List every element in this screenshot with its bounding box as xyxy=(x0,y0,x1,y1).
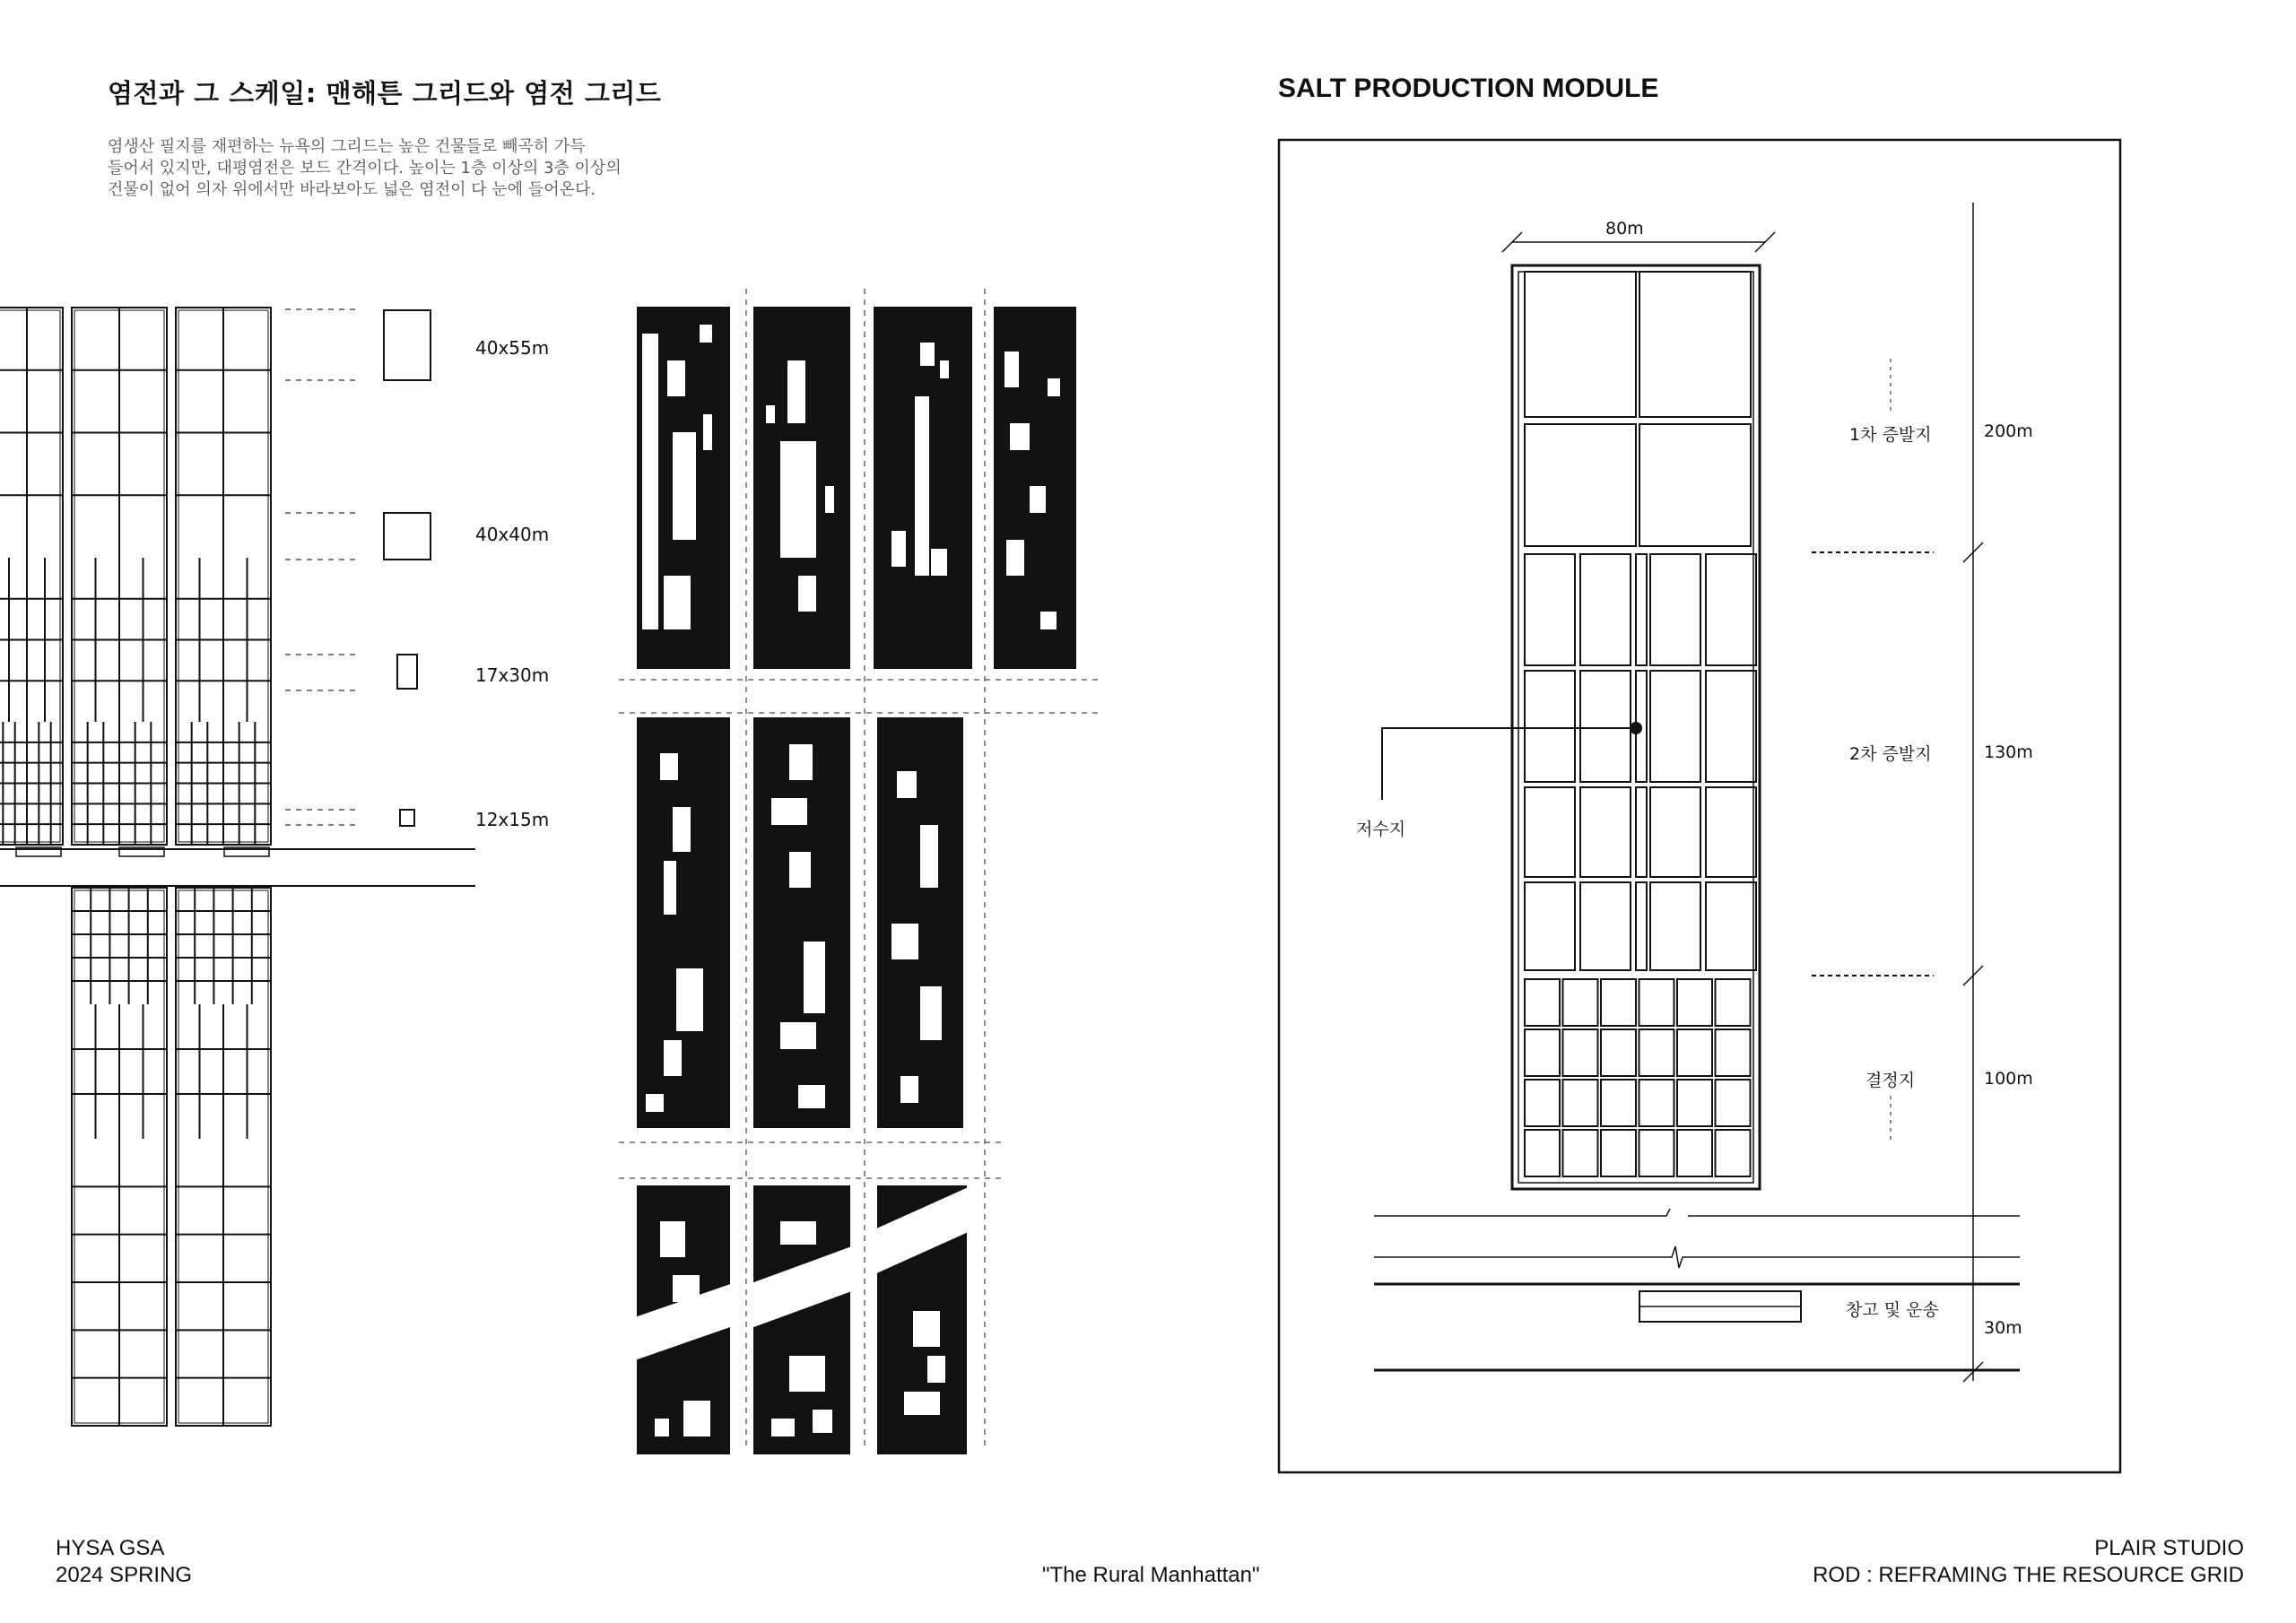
pond-cell xyxy=(1525,1130,1560,1176)
pond-cell xyxy=(1650,671,1700,782)
pond-cell xyxy=(1525,554,1575,665)
zone-name: 결정지 xyxy=(1866,1071,1916,1090)
module-width-dimension xyxy=(1502,232,1775,252)
storage-label: 창고 및 운송 xyxy=(1846,1300,1939,1320)
pond-cell xyxy=(1601,1130,1636,1176)
pond-cell xyxy=(1601,1080,1636,1126)
plot-size-label: 17x30m xyxy=(475,664,550,686)
building-block xyxy=(877,717,963,1128)
channel-lines xyxy=(1374,1209,2020,1370)
pond-cell xyxy=(1639,979,1674,1026)
footer-project: "The Rural Manhattan" xyxy=(1042,1563,1260,1587)
reservoir-label: 저수지 xyxy=(1356,820,1406,839)
pond-cell xyxy=(1601,1029,1636,1076)
pond-cell xyxy=(1525,671,1575,782)
zone-name: 1차 증발지 xyxy=(1849,425,1932,445)
zone-length: 200m xyxy=(1984,421,2033,441)
storage-building xyxy=(1639,1291,1801,1322)
figure-ground-blocks xyxy=(632,307,1076,1454)
zone-name: 2차 증발지 xyxy=(1849,744,1932,764)
description-line: 염생산 필지를 재편하는 뉴욕의 그리드는 높은 건물들로 빼곡히 가득 xyxy=(108,137,586,156)
pond-cell xyxy=(1677,1080,1712,1126)
pond-cell xyxy=(1525,979,1560,1026)
footer-term: 2024 SPRING xyxy=(56,1563,193,1587)
pond-cell xyxy=(1639,1029,1674,1076)
plot-size-label: 40x55m xyxy=(475,337,550,359)
pond-cell xyxy=(1563,979,1598,1026)
right-panel-title: SALT PRODUCTION MODULE xyxy=(1278,74,1659,103)
plot-sample xyxy=(397,655,417,689)
pond-cell xyxy=(1639,272,1751,417)
pond-cell xyxy=(1706,787,1756,877)
pond-cell xyxy=(1525,272,1636,417)
pond-cell xyxy=(1677,1130,1712,1176)
description-line: 들어서 있지만, 대평염전은 보드 간격이다. 높이는 1층 이상의 3층 이상의 xyxy=(108,159,622,178)
pond-cell xyxy=(1525,1029,1560,1076)
pond-cell xyxy=(1677,1029,1712,1076)
description-line: 건물이 없어 의자 위에서만 바라보아도 넓은 염전이 다 눈에 들어온다. xyxy=(108,180,596,199)
plot-guide-lines xyxy=(285,309,359,825)
pond-cell xyxy=(1716,1080,1751,1126)
zone-length: 130m xyxy=(1984,742,2033,762)
plot-sample xyxy=(400,810,414,826)
pond-cell xyxy=(1636,787,1647,877)
pond-cell xyxy=(1580,554,1631,665)
pond-cell xyxy=(1636,882,1647,970)
pond-cell xyxy=(1580,882,1631,970)
pond-cell xyxy=(1650,554,1700,665)
footer-school: HYSA GSA xyxy=(56,1536,165,1560)
pond-cell xyxy=(1716,1029,1751,1076)
pond-cell xyxy=(1525,787,1575,877)
footer-studio: PLAIR STUDIO xyxy=(2094,1536,2244,1560)
pond-cell xyxy=(1650,882,1700,970)
plot-size-label: 40x40m xyxy=(475,524,550,545)
pond-cell xyxy=(1563,1130,1598,1176)
storage-length: 30m xyxy=(1984,1318,2022,1338)
zone-dividers xyxy=(1812,552,1934,976)
pond-cell xyxy=(1601,979,1636,1026)
pond-cell xyxy=(1639,1080,1674,1126)
pond-cell xyxy=(1636,554,1647,665)
plot-sample xyxy=(384,513,430,560)
pond-cell xyxy=(1563,1080,1598,1126)
pond-cell xyxy=(1706,554,1756,665)
module-length-dimension xyxy=(1963,203,1983,1382)
pond-cell xyxy=(1525,882,1575,970)
grid-strips-drawing xyxy=(0,308,271,1426)
pond-cell xyxy=(1639,424,1751,546)
building-block xyxy=(637,717,730,1128)
pond-cell xyxy=(1716,1130,1751,1176)
module-width-label: 80m xyxy=(1605,219,1644,239)
pond-cell xyxy=(1580,787,1631,877)
plot-sample xyxy=(384,310,430,380)
pond-cell xyxy=(1525,1080,1560,1126)
footer-subtitle: ROD : REFRAMING THE RESOURCE GRID xyxy=(1813,1563,2244,1587)
pond-cell xyxy=(1525,424,1636,546)
left-panel-title: 염전과 그 스케일: 맨해튼 그리드와 염전 그리드 xyxy=(108,78,662,108)
pond-cell xyxy=(1563,1029,1598,1076)
pond-cell xyxy=(1580,671,1631,782)
pond-cell xyxy=(1706,882,1756,970)
zone-length: 100m xyxy=(1984,1069,2033,1089)
pond-cell xyxy=(1706,671,1756,782)
plot-size-label: 12x15m xyxy=(475,809,550,830)
pond-cell xyxy=(1650,787,1700,877)
pond-cell xyxy=(1677,979,1712,1026)
pond-cell xyxy=(1716,979,1751,1026)
pond-cell xyxy=(1639,1130,1674,1176)
